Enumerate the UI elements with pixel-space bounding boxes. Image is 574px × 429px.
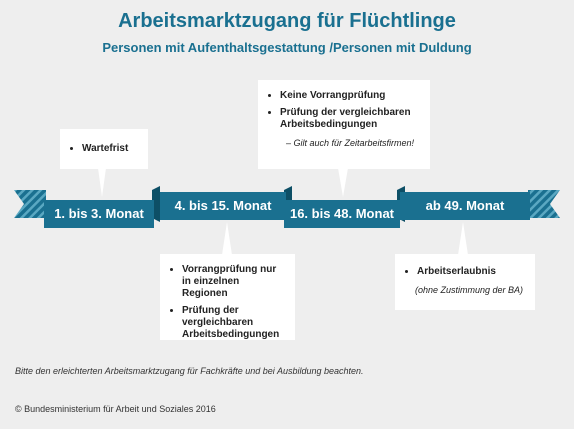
callout-waiting-period: [60, 129, 148, 169]
ribbon-tail-right: [528, 190, 560, 218]
callout-item: • Keine Vorrangprüfung: [280, 90, 422, 102]
timeline-segment-label: 16. bis 48. Monat: [289, 206, 395, 221]
callout-item: • Wartefrist: [82, 143, 140, 155]
callout-note: (ohne Zustimmung der BA): [415, 285, 524, 295]
footnote: Bitte den erleichterten Arbeitsmarktzugang für Fachkräfte und bei Ausbildung beachten.: [15, 366, 364, 376]
timeline-segment-label: ab 49. Monat: [425, 198, 505, 213]
callout-item: • Arbeitserlaubnis: [417, 266, 527, 278]
timeline-segment-label: 1. bis 3. Monat: [54, 206, 144, 221]
page-title: Arbeitsmarktzugang für Flüchtlinge: [118, 10, 456, 32]
callout-item: • Prüfung der vergleichbaren Arbeitsbedingungen: [280, 107, 422, 131]
copyright-notice: © Bundesministerium für Arbeit und Soziales 2016: [15, 404, 216, 414]
callout-item: • Vorrangprüfung nur in einzelnen Regionen: [182, 264, 287, 300]
callout-pointer-1: [98, 168, 106, 197]
callout-note: – Gilt auch für Zeitarbeitsfirmen!: [286, 138, 415, 148]
page-subtitle: Personen mit Aufenthaltsgestattung /Personen mit Duldung: [102, 40, 472, 55]
callout-from-month-49: [395, 254, 535, 310]
ribbon-tail-left: [14, 190, 46, 218]
callout-pointer-3: [338, 168, 348, 197]
callout-item: • Prüfung der vergleichbaren Arbeitsbedingungen: [182, 305, 287, 341]
callout-pointer-4: [458, 222, 468, 255]
callout-months-4-15: [160, 254, 295, 340]
callout-months-16-48: [258, 80, 430, 169]
timeline-segment-label: 4. bis 15. Monat: [174, 198, 272, 213]
callout-pointer-2: [222, 222, 232, 255]
